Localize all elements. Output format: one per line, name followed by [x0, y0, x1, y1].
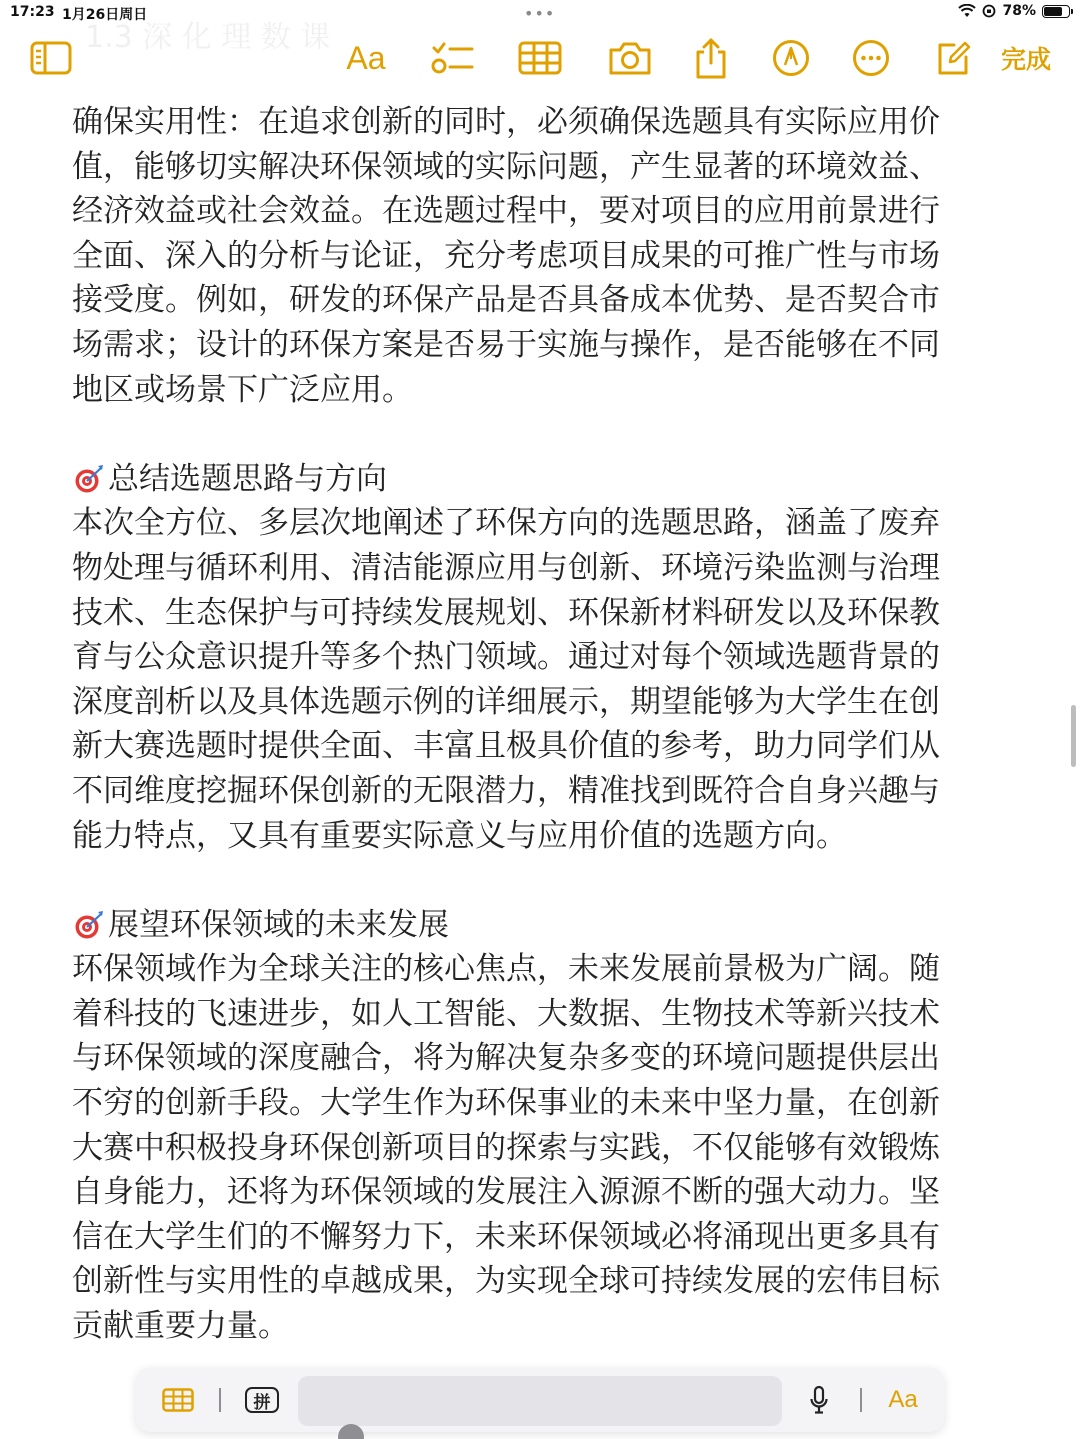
- text-line: 着科技的飞速进步，如人工智能、大数据、生物技术等新兴技术: [72, 995, 940, 1032]
- separator: [860, 1388, 862, 1412]
- table-icon: [518, 41, 562, 75]
- share-button[interactable]: [688, 34, 734, 82]
- camera-button[interactable]: [606, 34, 654, 82]
- share-icon: [693, 37, 729, 79]
- multitask-dots-icon[interactable]: •••: [524, 4, 556, 23]
- text-line: 场需求；设计的环保方案是否易于实施与操作，是否能够在不同: [72, 326, 940, 363]
- text-line: 接受度。例如，研发的环保产品是否具备成本优势、是否契合市: [72, 282, 940, 319]
- text-line: 大赛中积极投身环保创新项目的探索与实践，不仅能够有效锻炼: [72, 1129, 940, 1166]
- checklist-icon: [430, 40, 474, 76]
- text-line: 创新性与实用性的卓越成果，为实现全球可持续发展的宏伟目标: [72, 1263, 940, 1300]
- pinyin-label: 拼: [245, 1387, 279, 1413]
- text-line: 与环保领域的深度融合，将为解决复杂多变的环境问题提供层出: [72, 1040, 940, 1077]
- separator: [219, 1388, 221, 1412]
- text-format-button[interactable]: Aa: [346, 39, 386, 76]
- sidebar-toggle-button[interactable]: [28, 34, 74, 82]
- table-shortcut-button[interactable]: [156, 1368, 200, 1432]
- heading-summary-text: 总结选题思路与方向: [108, 460, 387, 497]
- battery-tip: [1071, 9, 1073, 14]
- pen-markup-icon: [772, 39, 810, 77]
- done-button[interactable]: 完成: [1000, 45, 1051, 74]
- format-shortcut-button[interactable]: Aa: [888, 1386, 918, 1413]
- text-line: 不同维度挖掘环保创新的无限潜力，精准找到既符合自身兴趣与: [72, 772, 940, 809]
- dictation-button[interactable]: [798, 1368, 840, 1432]
- battery-fill: [1044, 7, 1062, 16]
- microphone-icon: [809, 1385, 829, 1415]
- text-line: 值，能够切实解决环保领域的实际问题，产生显著的环境效益、: [72, 148, 940, 185]
- status-date: 1月26日周日: [62, 7, 148, 23]
- paragraph-outlook: [72, 947, 1012, 1348]
- text-line: 新大赛选题时提供全面、丰富且极具价值的参考，助力同学们从: [72, 728, 940, 765]
- candidate-bar[interactable]: [298, 1376, 782, 1426]
- text-line: 不穷的创新手段。大学生作为环保事业的未来中坚力量，在创新: [72, 1085, 940, 1122]
- text-line: 环保领域作为全球关注的核心焦点，未来发展前景极为广阔。随: [72, 951, 940, 988]
- camera-icon: [607, 40, 653, 76]
- text-line: 能力特点，又具有重要实际意义与应用价值的选题方向。: [72, 817, 847, 854]
- text-line: 育与公众意识提升等多个热门领域。通过对每个领域选题背景的: [72, 639, 940, 676]
- table-icon: [162, 1388, 194, 1412]
- compose-icon: [934, 39, 972, 77]
- text-line: 地区或场景下广泛应用。: [72, 371, 413, 408]
- text-line: 本次全方位、多层次地阐述了环保方向的选题思路，涵盖了废弃: [72, 505, 940, 542]
- text-line: 经济效益或社会效益。在选题过程中，要对项目的应用前景进行: [72, 193, 940, 230]
- table-button[interactable]: [516, 34, 564, 82]
- text-line: 信在大学生们的不懈努力下，未来环保领域必将涌现出更多具有: [72, 1218, 940, 1255]
- dart-target-icon: [72, 908, 106, 942]
- status-time: 17:23: [10, 4, 55, 20]
- new-note-button[interactable]: [932, 34, 974, 82]
- more-options-button[interactable]: [848, 34, 894, 82]
- notes-toolbar: [0, 30, 1080, 86]
- text-line: 深度剖析以及具体选题示例的详细展示，期望能够为大学生在创: [72, 683, 940, 720]
- wifi-icon: [958, 4, 976, 18]
- scrolled-ghost-text: 1.3 深 化 理 数 课: [85, 20, 331, 55]
- text-line: 技术、生态保护与可持续发展规划、环保新材料研发以及环保教: [72, 594, 940, 631]
- keyboard-shortcut-bar: [136, 1368, 944, 1432]
- blank-line: [72, 858, 1012, 903]
- paragraph-practicality: [72, 100, 1012, 412]
- orientation-lock-icon: [982, 4, 996, 18]
- markup-button[interactable]: [768, 34, 814, 82]
- sidebar-icon: [30, 41, 72, 75]
- heading-outlook-text: 展望环保领域的未来发展: [108, 906, 449, 943]
- checklist-button[interactable]: [428, 34, 476, 82]
- paragraph-summary: [72, 501, 1012, 858]
- blank-line: [72, 412, 1012, 457]
- text-line: 确保实用性：在追求创新的同时，必须确保选题具有实际应用价: [72, 104, 940, 140]
- heading-outlook: [72, 903, 1012, 948]
- battery-percent: 78%: [1002, 3, 1036, 19]
- note-body[interactable]: [72, 100, 1012, 1349]
- text-line: 贡献重要力量。: [72, 1308, 289, 1345]
- dart-target-icon: [72, 462, 106, 496]
- text-line: 自身能力，还将为环保领域的发展注入源源不断的强大动力。坚: [72, 1174, 940, 1211]
- vertical-scrollbar[interactable]: [1071, 705, 1076, 767]
- pinyin-input-button[interactable]: [240, 1368, 284, 1432]
- heading-summary: [72, 457, 1012, 502]
- status-right-group: [958, 3, 1070, 19]
- text-line: 全面、深入的分析与论证，充分考虑项目成果的可推广性与市场: [72, 237, 940, 274]
- battery-icon: [1042, 5, 1070, 18]
- more-icon: [852, 39, 890, 77]
- text-line: 物处理与循环利用、清洁能源应用与创新、环境污染监测与治理: [72, 549, 940, 586]
